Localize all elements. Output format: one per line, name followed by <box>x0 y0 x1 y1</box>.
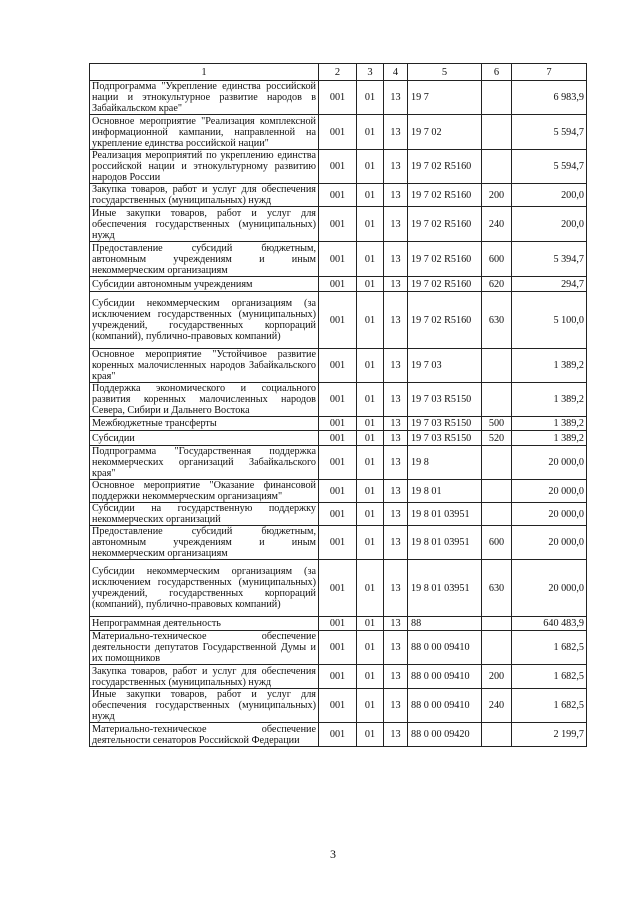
cell-name: Непрограммная деятельность <box>90 617 319 631</box>
cell-name: Материально-техническое обеспечение деятельности сенаторов Российской Федерации <box>90 723 319 747</box>
cell-code-5: 19 7 03 R5150 <box>408 417 482 431</box>
cell-code-4: 13 <box>384 349 408 383</box>
cell-code-6: 630 <box>482 560 512 617</box>
cell-code-2: 001 <box>319 560 357 617</box>
cell-code-6: 520 <box>482 431 512 446</box>
header-col-5: 5 <box>408 64 482 81</box>
cell-code-4: 13 <box>384 292 408 349</box>
cell-code-5: 88 <box>408 617 482 631</box>
cell-code-5: 19 8 01 03951 <box>408 503 482 526</box>
cell-code-6 <box>482 150 512 184</box>
cell-code-3: 01 <box>357 277 384 292</box>
cell-name: Закупка товаров, работ и услуг для обеспечения государственных (муниципальных) нужд <box>90 665 319 689</box>
cell-code-5: 19 7 02 R5160 <box>408 207 482 242</box>
cell-code-2: 001 <box>319 349 357 383</box>
cell-code-6 <box>482 480 512 503</box>
cell-code-3: 01 <box>357 723 384 747</box>
cell-code-4: 13 <box>384 431 408 446</box>
cell-code-2: 001 <box>319 81 357 115</box>
table-row <box>90 115 587 150</box>
cell-amount: 1 682,5 <box>512 665 587 689</box>
cell-code-6 <box>482 446 512 480</box>
cell-code-2: 001 <box>319 417 357 431</box>
cell-code-5: 88 0 00 09420 <box>408 723 482 747</box>
page-number: 3 <box>330 847 336 861</box>
cell-code-4: 13 <box>384 526 408 560</box>
table-row <box>90 665 587 689</box>
cell-code-6: 600 <box>482 242 512 277</box>
cell-amount: 294,7 <box>512 277 587 292</box>
cell-code-6 <box>482 617 512 631</box>
cell-code-5: 19 8 01 03951 <box>408 526 482 560</box>
cell-amount: 1 682,5 <box>512 631 587 665</box>
table-row <box>90 560 587 617</box>
cell-amount: 200,0 <box>512 207 587 242</box>
cell-code-6 <box>482 723 512 747</box>
cell-code-3: 01 <box>357 349 384 383</box>
cell-name: Основное мероприятие "Реализация комплексной информационной кампании, направленной на укрепление единства российской нации" <box>90 115 319 150</box>
table-row <box>90 689 587 723</box>
table-header-row <box>90 64 587 81</box>
cell-code-6 <box>482 349 512 383</box>
budget-table-container <box>89 63 586 747</box>
cell-name: Иные закупки товаров, работ и услуг для обеспечения государственных (муниципальных) нужд <box>90 689 319 723</box>
cell-code-5: 88 0 00 09410 <box>408 689 482 723</box>
table-row <box>90 417 587 431</box>
cell-code-3: 01 <box>357 292 384 349</box>
cell-code-5: 19 7 02 R5160 <box>408 242 482 277</box>
cell-name: Субсидии <box>90 431 319 446</box>
cell-code-2: 001 <box>319 277 357 292</box>
cell-code-3: 01 <box>357 81 384 115</box>
cell-name: Субсидии автономным учреждениям <box>90 277 319 292</box>
cell-name: Подпрограмма "Государственная поддержка некоммерческих организаций Забайкальского края" <box>90 446 319 480</box>
cell-code-3: 01 <box>357 115 384 150</box>
cell-amount: 20 000,0 <box>512 480 587 503</box>
cell-code-3: 01 <box>357 631 384 665</box>
cell-name: Основное мероприятие "Оказание финансовой поддержки некоммерческим организациям" <box>90 480 319 503</box>
cell-code-3: 01 <box>357 446 384 480</box>
cell-code-5: 88 0 00 09410 <box>408 665 482 689</box>
cell-code-6: 630 <box>482 292 512 349</box>
cell-code-2: 001 <box>319 115 357 150</box>
table-row <box>90 277 587 292</box>
cell-code-5: 19 8 01 <box>408 480 482 503</box>
cell-code-3: 01 <box>357 207 384 242</box>
table-row <box>90 184 587 207</box>
cell-code-3: 01 <box>357 431 384 446</box>
header-col-7: 7 <box>512 64 587 81</box>
cell-amount: 1 389,2 <box>512 349 587 383</box>
cell-code-3: 01 <box>357 617 384 631</box>
cell-name: Предоставление субсидий бюджетным, автономным учреждениям и иным некоммерческим организациям <box>90 526 319 560</box>
cell-name: Основное мероприятие "Устойчивое развитие коренных малочисленных народов Забайкальского края" <box>90 349 319 383</box>
cell-code-2: 001 <box>319 207 357 242</box>
cell-code-3: 01 <box>357 383 384 417</box>
cell-code-3: 01 <box>357 480 384 503</box>
cell-code-6: 240 <box>482 689 512 723</box>
cell-code-4: 13 <box>384 689 408 723</box>
cell-amount: 20 000,0 <box>512 446 587 480</box>
cell-code-6 <box>482 631 512 665</box>
cell-code-6: 600 <box>482 526 512 560</box>
cell-code-4: 13 <box>384 184 408 207</box>
cell-code-2: 001 <box>319 503 357 526</box>
cell-amount: 1 389,2 <box>512 417 587 431</box>
cell-amount: 640 483,9 <box>512 617 587 631</box>
cell-code-2: 001 <box>319 689 357 723</box>
table-row <box>90 242 587 277</box>
header-col-6: 6 <box>482 64 512 81</box>
table-row <box>90 446 587 480</box>
cell-code-4: 13 <box>384 417 408 431</box>
cell-code-2: 001 <box>319 446 357 480</box>
cell-code-3: 01 <box>357 417 384 431</box>
cell-code-3: 01 <box>357 526 384 560</box>
cell-amount: 20 000,0 <box>512 560 587 617</box>
cell-code-6: 200 <box>482 184 512 207</box>
table-row <box>90 526 587 560</box>
header-col-4: 4 <box>384 64 408 81</box>
cell-amount: 200,0 <box>512 184 587 207</box>
cell-code-6 <box>482 115 512 150</box>
cell-code-5: 88 0 00 09410 <box>408 631 482 665</box>
cell-code-4: 13 <box>384 242 408 277</box>
table-row <box>90 292 587 349</box>
cell-amount: 1 389,2 <box>512 431 587 446</box>
cell-name: Субсидии некоммерческим организациям (за исключением государственных (муниципальных) учреждений, государственных корпораций (компаний), публично-правовых компаний) <box>90 560 319 617</box>
cell-code-5: 19 8 <box>408 446 482 480</box>
cell-code-5: 19 7 03 <box>408 349 482 383</box>
cell-code-6 <box>482 503 512 526</box>
table-row <box>90 207 587 242</box>
cell-code-4: 13 <box>384 560 408 617</box>
cell-name: Иные закупки товаров, работ и услуг для обеспечения государственных (муниципальных) нужд <box>90 207 319 242</box>
cell-code-2: 001 <box>319 292 357 349</box>
cell-code-4: 13 <box>384 723 408 747</box>
cell-code-5: 19 7 03 R5150 <box>408 383 482 417</box>
budget-table <box>89 63 587 747</box>
cell-code-6 <box>482 383 512 417</box>
table-row <box>90 480 587 503</box>
cell-code-3: 01 <box>357 242 384 277</box>
cell-code-4: 13 <box>384 277 408 292</box>
cell-code-4: 13 <box>384 383 408 417</box>
cell-amount: 6 983,9 <box>512 81 587 115</box>
cell-amount: 5 594,7 <box>512 115 587 150</box>
cell-name: Предоставление субсидий бюджетным, автономным учреждениям и иным некоммерческим организациям <box>90 242 319 277</box>
table-row <box>90 383 587 417</box>
cell-code-4: 13 <box>384 631 408 665</box>
header-col-3: 3 <box>357 64 384 81</box>
table-row <box>90 431 587 446</box>
table-row <box>90 617 587 631</box>
cell-amount: 20 000,0 <box>512 503 587 526</box>
cell-name: Реализация мероприятий по укреплению единства российской нации и этнокультурному развитию народов России <box>90 150 319 184</box>
cell-code-4: 13 <box>384 207 408 242</box>
cell-code-3: 01 <box>357 560 384 617</box>
cell-amount: 1 682,5 <box>512 689 587 723</box>
cell-code-5: 19 7 03 R5150 <box>408 431 482 446</box>
cell-amount: 2 199,7 <box>512 723 587 747</box>
cell-code-5: 19 8 01 03951 <box>408 560 482 617</box>
cell-code-5: 19 7 02 <box>408 115 482 150</box>
cell-code-2: 001 <box>319 617 357 631</box>
cell-code-6: 500 <box>482 417 512 431</box>
cell-name: Субсидии на государственную поддержку некоммерческих организаций <box>90 503 319 526</box>
cell-code-4: 13 <box>384 480 408 503</box>
cell-code-3: 01 <box>357 503 384 526</box>
cell-name: Материально-техническое обеспечение деятельности депутатов Государственной Думы и их помощников <box>90 631 319 665</box>
cell-code-4: 13 <box>384 81 408 115</box>
table-row <box>90 81 587 115</box>
cell-name: Межбюджетные трансферты <box>90 417 319 431</box>
table-body <box>90 81 587 747</box>
cell-code-5: 19 7 02 R5160 <box>408 150 482 184</box>
cell-code-4: 13 <box>384 617 408 631</box>
table-row <box>90 349 587 383</box>
cell-code-6 <box>482 81 512 115</box>
cell-code-2: 001 <box>319 665 357 689</box>
cell-code-2: 001 <box>319 431 357 446</box>
cell-name: Субсидии некоммерческим организациям (за исключением государственных (муниципальных) учреждений, государственных корпораций (компаний), публично-правовых компаний) <box>90 292 319 349</box>
table-row <box>90 631 587 665</box>
cell-code-6: 200 <box>482 665 512 689</box>
cell-amount: 20 000,0 <box>512 526 587 560</box>
cell-code-4: 13 <box>384 446 408 480</box>
header-col-1: 1 <box>90 64 319 81</box>
table-row <box>90 150 587 184</box>
cell-amount: 1 389,2 <box>512 383 587 417</box>
cell-name: Поддержка экономического и социального развития коренных малочисленных народов Севера, Сибири и Дальнего Востока <box>90 383 319 417</box>
cell-code-4: 13 <box>384 503 408 526</box>
cell-code-4: 13 <box>384 665 408 689</box>
cell-code-3: 01 <box>357 150 384 184</box>
cell-code-4: 13 <box>384 115 408 150</box>
cell-code-6: 240 <box>482 207 512 242</box>
cell-code-2: 001 <box>319 526 357 560</box>
cell-code-2: 001 <box>319 242 357 277</box>
cell-code-6: 620 <box>482 277 512 292</box>
cell-amount: 5 394,7 <box>512 242 587 277</box>
cell-code-3: 01 <box>357 665 384 689</box>
table-row <box>90 723 587 747</box>
cell-code-3: 01 <box>357 184 384 207</box>
cell-code-5: 19 7 <box>408 81 482 115</box>
header-col-2: 2 <box>319 64 357 81</box>
cell-code-2: 001 <box>319 723 357 747</box>
cell-code-5: 19 7 02 R5160 <box>408 277 482 292</box>
cell-name: Закупка товаров, работ и услуг для обеспечения государственных (муниципальных) нужд <box>90 184 319 207</box>
table-row <box>90 503 587 526</box>
cell-code-2: 001 <box>319 184 357 207</box>
cell-amount: 5 594,7 <box>512 150 587 184</box>
cell-code-5: 19 7 02 R5160 <box>408 184 482 207</box>
cell-code-2: 001 <box>319 150 357 184</box>
cell-code-5: 19 7 02 R5160 <box>408 292 482 349</box>
cell-amount: 5 100,0 <box>512 292 587 349</box>
cell-code-2: 001 <box>319 383 357 417</box>
cell-name: Подпрограмма "Укрепление единства российской нации и этнокультурное развитие народов в Забайкальском крае" <box>90 81 319 115</box>
cell-code-2: 001 <box>319 480 357 503</box>
cell-code-2: 001 <box>319 631 357 665</box>
cell-code-3: 01 <box>357 689 384 723</box>
cell-code-4: 13 <box>384 150 408 184</box>
